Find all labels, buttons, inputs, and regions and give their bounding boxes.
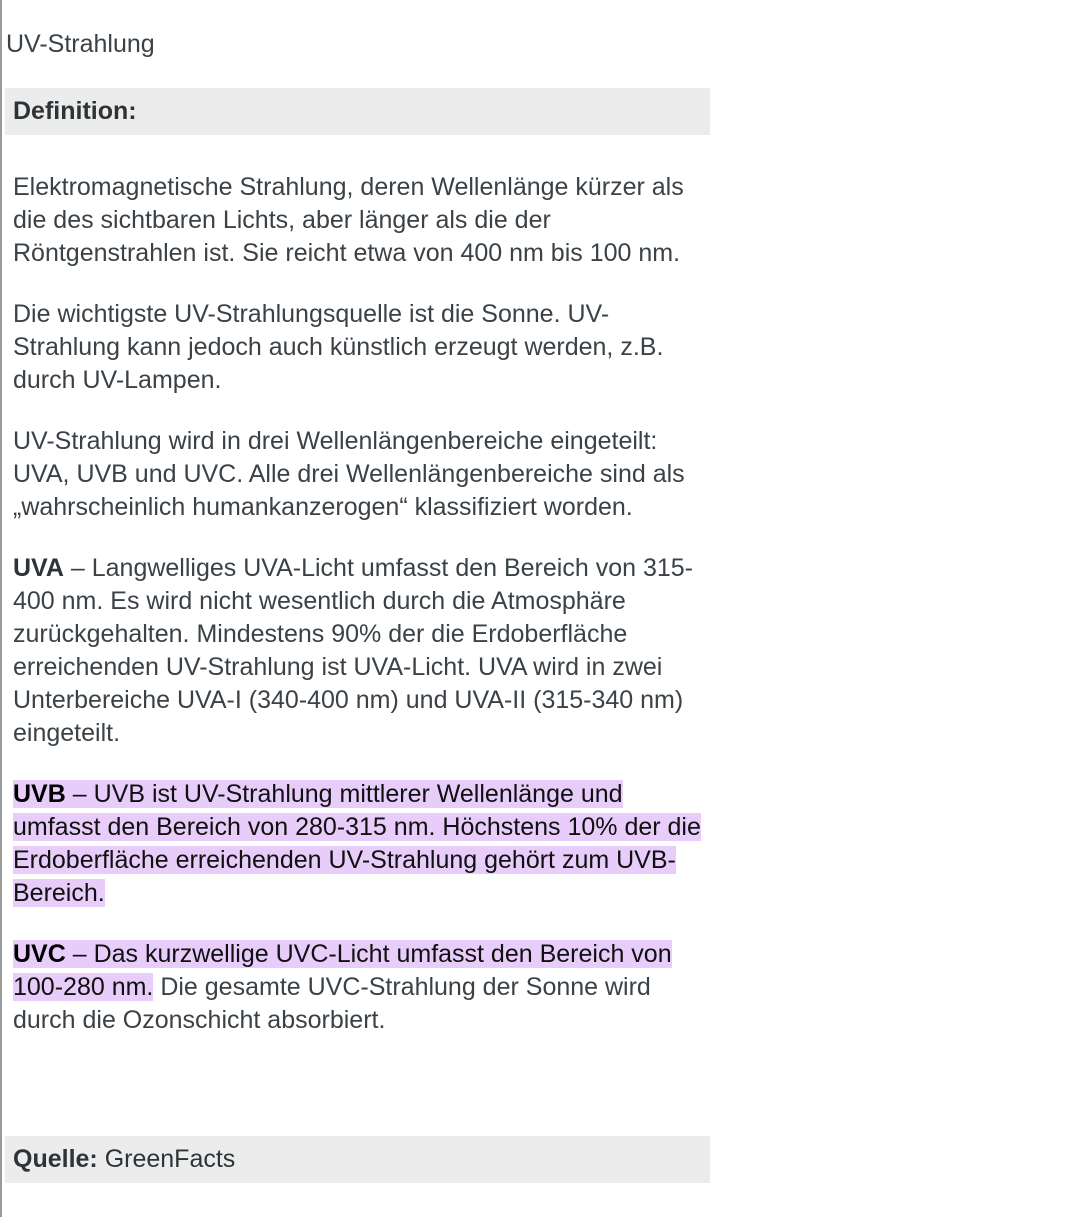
paragraph-uva (13, 552, 713, 750)
source-value: GreenFacts (97, 1145, 236, 1173)
uvc-text-highlighted: – Das kurzwellige UVC-Licht umfasst den Bereich von 100-280 nm. (13, 940, 672, 1001)
paragraph-sources: Die wichtigste UV-Strahlungsquelle ist die Sonne. UV-Strahlung kann jedoch auch künstlich erzeugt werden, z.B. durch UV-Lampen. (13, 300, 664, 394)
paragraph-uvb (13, 778, 713, 910)
definition-header (5, 88, 710, 135)
paragraph-uvc (13, 938, 713, 1037)
definition-label: Definition: (13, 97, 137, 125)
uva-text: – Langwelliges UVA-Licht umfasst den Bereich von 315-400 nm. Es wird nicht wesentlich durch die Atmosphäre zurückgehalten. Mindestens 90% der die Erdoberfläche erreichenden UV-Strahlung ist UVA-Licht. UVA wird in zwei Unterbereiche UVA-I (340-400 nm) und UVA-II (315-340 nm) eingeteilt. (13, 554, 693, 747)
paragraph-intro: Elektromagnetische Strahlung, deren Wellenlänge kürzer als die des sichtbaren Lichts, aber länger als die der Röntgenstrahlen ist. Sie reicht etwa von 400 nm bis 100 nm. (13, 173, 684, 267)
uva-term: UVA (13, 554, 64, 582)
page-title: UV-Strahlung (6, 30, 155, 58)
uvb-text: – UVB ist UV-Strahlung mittlerer Wellenlänge und umfasst den Bereich von 280-315 nm. Höchstens 10% der die Erdoberfläche erreichenden UV-Strahlung gehört zum UVB-Bereich. (13, 780, 701, 907)
definition-content (13, 171, 713, 1065)
left-border (0, 0, 2, 1217)
uvc-term: UVC (13, 940, 66, 968)
uvc-text-rest: Die gesamte UVC-Strahlung der Sonne wird durch die Ozonschicht absorbiert. (13, 973, 651, 1034)
paragraph-categories: UV-Strahlung wird in drei Wellenlängenbereiche eingeteilt: UVA, UVB und UVC. Alle drei Wellenlängenbereiche sind als „wahrscheinlich humankanzerogen“ klassifiziert worden. (13, 427, 685, 521)
source-label: Quelle: (13, 1145, 98, 1173)
uvb-term: UVB (13, 780, 66, 808)
source-footer (5, 1136, 710, 1183)
uvb-highlight[interactable] (13, 780, 701, 907)
